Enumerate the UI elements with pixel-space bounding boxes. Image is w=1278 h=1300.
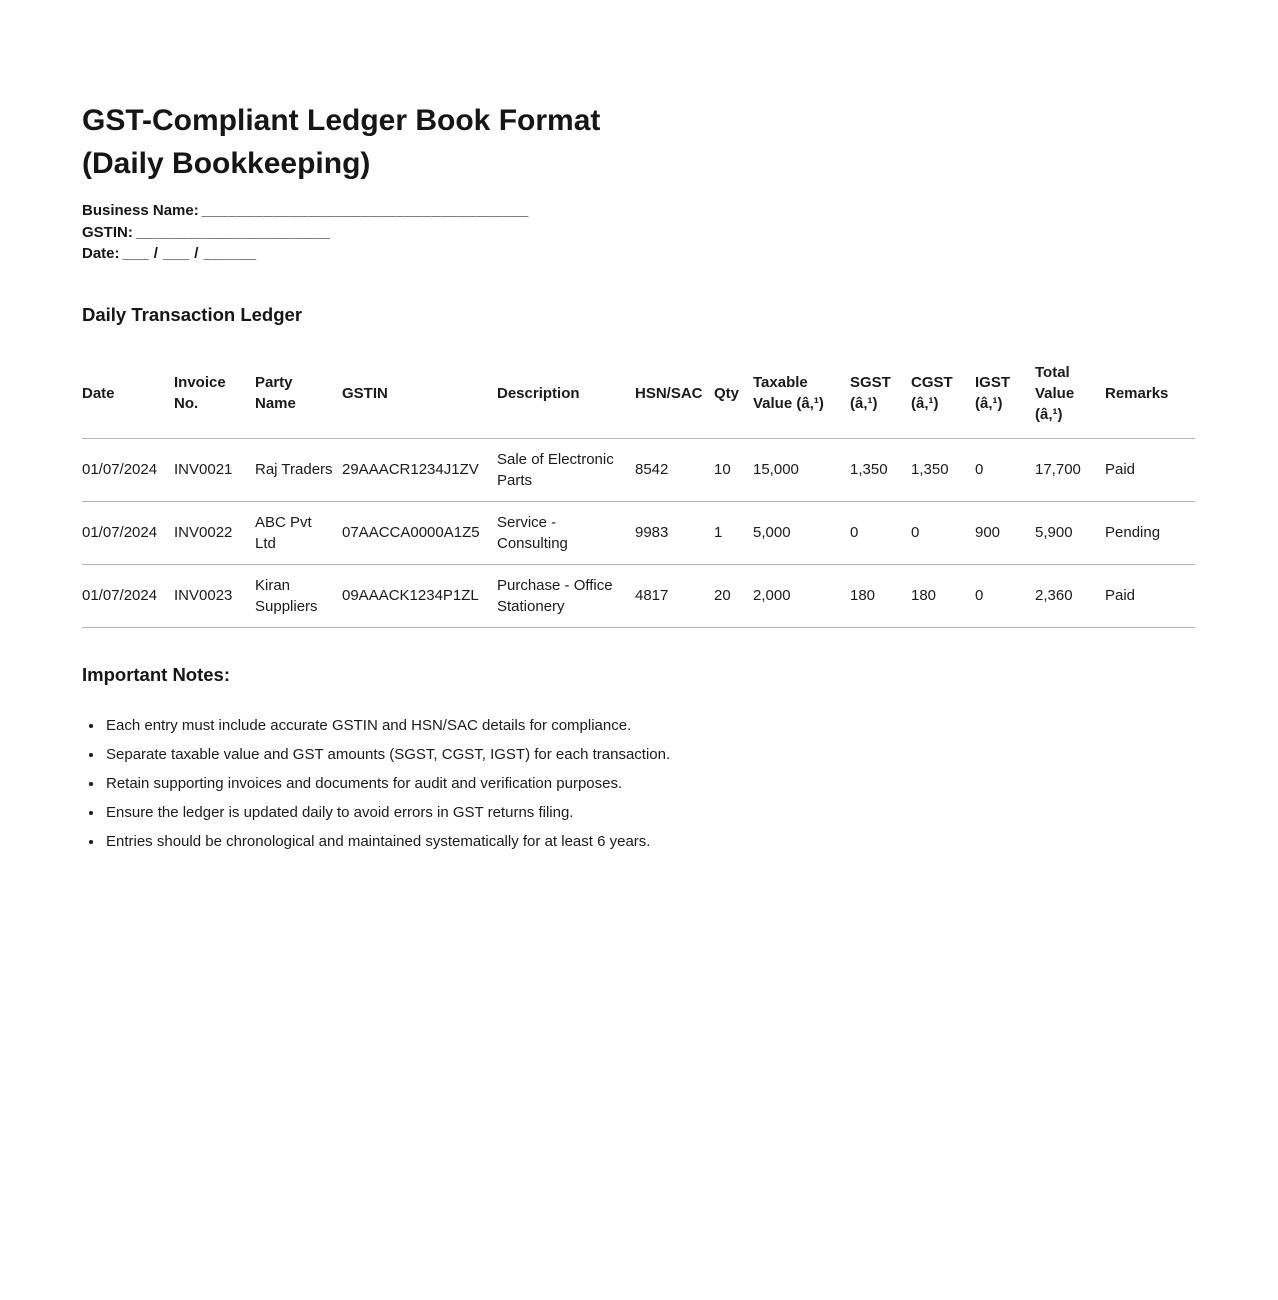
cell-date: 01/07/2024 — [82, 438, 174, 501]
cell-qty: 20 — [714, 564, 753, 627]
note-item: • Ensure the ledger is updated daily to avoid errors in GST returns filing. — [104, 802, 1195, 823]
note-item: • Entries should be chronological and maintained systematically for at least 6 years. — [104, 831, 1195, 852]
cell-invoice-no: INV0023 — [174, 564, 255, 627]
table-row — [82, 501, 1195, 564]
cell-party-name: Raj Traders — [255, 438, 342, 501]
column-header-gstin: GSTIN — [342, 350, 497, 439]
page-title — [82, 99, 1195, 185]
cell-gstin: 07AACCA0000A1Z5 — [342, 501, 497, 564]
column-header-remarks: Remarks — [1105, 350, 1195, 439]
column-header-party-name: Party Name — [255, 350, 342, 439]
cell-invoice-no: INV0022 — [174, 501, 255, 564]
ledger-section-heading: Daily Transaction Ledger — [82, 303, 303, 325]
column-header-hsn-sac: HSN/SAC — [635, 350, 714, 439]
table-row — [82, 564, 1195, 627]
table-header — [82, 350, 1195, 439]
column-header-date: Date — [82, 350, 174, 439]
column-header-igst: IGST (â‚¹) — [975, 350, 1035, 439]
cell-qty: 10 — [714, 438, 753, 501]
date-label: Date: — [82, 245, 120, 262]
table-header-row — [82, 350, 1195, 439]
cell-sgst: 1,350 — [850, 438, 911, 501]
cell-description: Purchase - Office Stationery — [497, 564, 635, 627]
cell-qty: 1 — [714, 501, 753, 564]
column-header-qty: Qty — [714, 350, 753, 439]
date-blank-line: ___ / ___ / ______ — [122, 245, 257, 262]
column-header-cgst: CGST (â‚¹) — [911, 350, 975, 439]
table-body — [82, 438, 1195, 627]
cell-remarks: Paid — [1105, 564, 1195, 627]
cell-cgst: 1,350 — [911, 438, 975, 501]
cell-total-value: 2,360 — [1035, 564, 1105, 627]
cell-igst: 0 — [975, 438, 1035, 501]
gstin-label: GSTIN: — [82, 223, 133, 241]
cell-sgst: 180 — [850, 564, 911, 627]
cell-invoice-no: INV0021 — [174, 438, 255, 501]
cell-gstin: 29AAACR1234J1ZV — [342, 438, 497, 501]
cell-description: Sale of Electronic Parts — [497, 438, 635, 501]
cell-cgst: 180 — [911, 564, 975, 627]
cell-taxable-value: 2,000 — [753, 564, 850, 627]
cell-hsn-sac: 4817 — [635, 564, 714, 627]
cell-hsn-sac: 9983 — [635, 501, 714, 564]
cell-igst: 0 — [975, 564, 1035, 627]
page-title-line-2: (Daily Bookkeeping) — [82, 147, 371, 180]
cell-party-name: Kiran Suppliers — [255, 564, 342, 627]
column-header-sgst: SGST (â‚¹) — [850, 350, 911, 439]
transaction-ledger-table — [82, 350, 1195, 628]
note-item: • Each entry must include accurate GSTIN and HSN/SAC details for compliance. — [104, 715, 1195, 736]
cell-date: 01/07/2024 — [82, 564, 174, 627]
cell-total-value: 5,900 — [1035, 501, 1105, 564]
header-fields — [82, 200, 1195, 265]
cell-taxable-value: 5,000 — [753, 501, 850, 564]
cell-gstin: 09AAACK1234P1ZL — [342, 564, 497, 627]
column-header-description: Description — [497, 350, 635, 439]
notes-list — [82, 715, 1195, 852]
notes-section-heading: Important Notes: — [82, 663, 230, 685]
column-header-invoice-no: Invoice No. — [174, 350, 255, 439]
column-header-taxable-value: Taxable Value (â‚¹) — [753, 350, 850, 439]
cell-description: Service - Consulting — [497, 501, 635, 564]
date-field — [82, 243, 1195, 265]
business-name-field — [82, 200, 1195, 222]
cell-total-value: 17,700 — [1035, 438, 1105, 501]
cell-remarks: Paid — [1105, 438, 1195, 501]
cell-hsn-sac: 8542 — [635, 438, 714, 501]
table-row — [82, 438, 1195, 501]
cell-sgst: 0 — [850, 501, 911, 564]
gstin-field — [82, 222, 1195, 244]
cell-date: 01/07/2024 — [82, 501, 174, 564]
business-name-blank-line: _____________________________________ — [201, 202, 529, 219]
column-header-total-value: Total Value (â‚¹) — [1035, 350, 1105, 439]
cell-igst: 900 — [975, 501, 1035, 564]
business-name-label: Business Name: — [82, 202, 199, 219]
gstin-blank-line: ______________________ — [135, 223, 331, 241]
note-item: • Retain supporting invoices and documents for audit and verification purposes. — [104, 773, 1195, 794]
cell-remarks: Pending — [1105, 501, 1195, 564]
cell-party-name: ABC Pvt Ltd — [255, 501, 342, 564]
note-item: • Separate taxable value and GST amounts (SGST, CGST, IGST) for each transaction. — [104, 744, 1195, 765]
cell-taxable-value: 15,000 — [753, 438, 850, 501]
cell-cgst: 0 — [911, 501, 975, 564]
page-title-line-1: GST-Compliant Ledger Book Format — [82, 104, 601, 137]
